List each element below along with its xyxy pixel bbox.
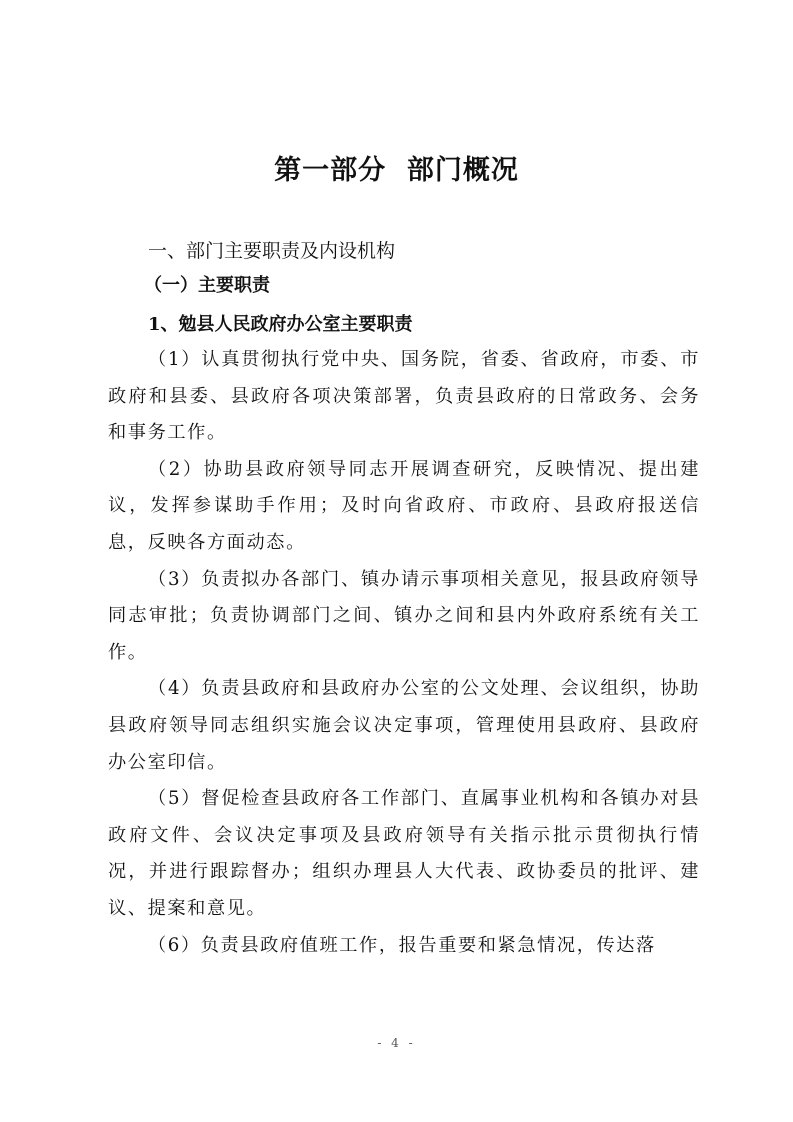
paragraph-1: （1）认真贯彻执行党中央、国务院，省委、省政府，市委、市政府和县委、县政府各项决策部署，负责县政府的日常政务、会务和事务工作。 [108,349,700,444]
paragraph-2: （2）协助县政府领导同志开展调查研究，反映情况、提出建议，发挥参谋助手作用；及时向省政府、市政府、县政府报送信息，反映各方面动态。 [108,458,700,553]
paragraph-6: （6）负责县政府值班工作，报告重要和紧急情况，传达落 [148,934,656,956]
paragraph-5: （5）督促检查县政府各工作部门、直属事业机构和各镇办对县政府文件、会议决定事项及县政府领导有关指示批示贯彻执行情况，并进行跟踪督办；组织办理县人大代表、政协委员的批评、建议、提案和意见。 [108,788,700,919]
paragraph-3: （3）负责拟办各部门、镇办请示事项相关意见，报县政府领导同志审批；负责协调部门之间、镇办之间和县内外政府系统有关工作。 [108,568,700,663]
paragraph-4: （4）负责县政府和县政府办公室的公文处理、会议组织，协助县政府领导同志组织实施会议决定事项，管理使用县政府、县政府办公室印信。 [108,678,700,773]
page-title: 第一部分 部门概况 [274,155,519,186]
body-text [108,342,700,964]
item-heading: 1、勉县人民政府办公室主要职责 [148,314,413,335]
subsection-heading: （一）主要职责 [144,275,270,296]
section-heading: 一、部门主要职责及内设机构 [148,240,396,262]
page-number: - 4 - [377,1036,416,1050]
